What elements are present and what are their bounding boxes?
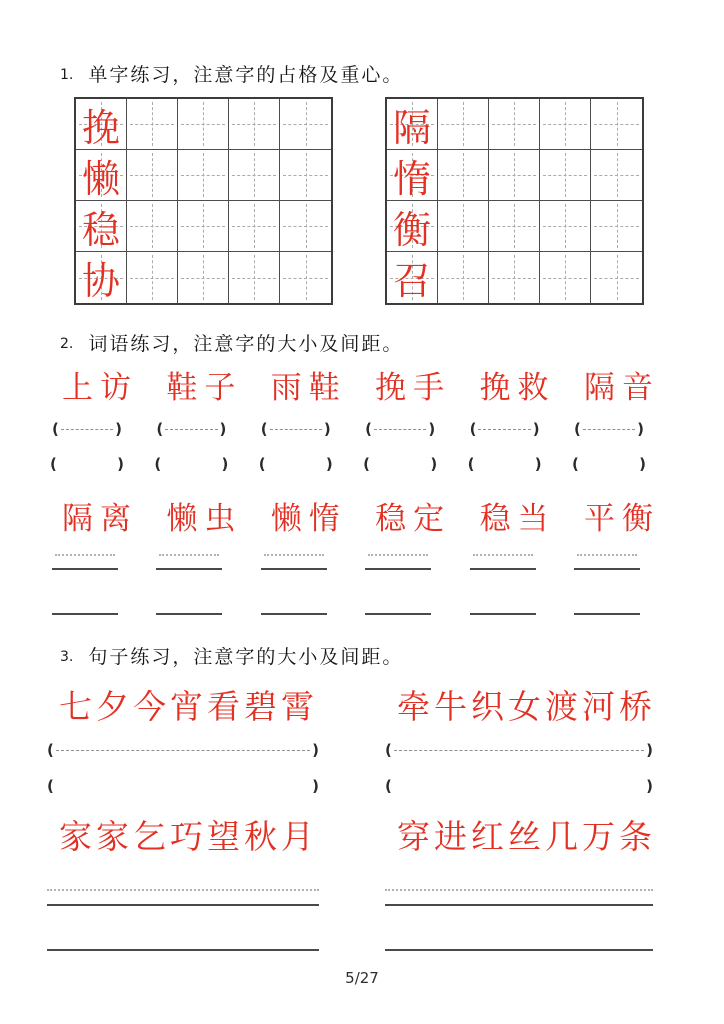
grid-cell bbox=[591, 252, 642, 303]
grid-cell bbox=[178, 150, 229, 201]
practice-word: 隔音 bbox=[583, 370, 660, 405]
dashed-answer-blank bbox=[574, 420, 644, 438]
writing-line bbox=[47, 904, 319, 906]
grid-cell bbox=[540, 99, 591, 150]
grid-cell bbox=[438, 201, 489, 252]
dashed-line bbox=[583, 429, 635, 430]
writing-line bbox=[470, 568, 536, 570]
sentence-column bbox=[47, 815, 319, 951]
grid-cell bbox=[229, 252, 280, 303]
writing-line bbox=[52, 613, 118, 615]
practice-sentence: 牵牛织女渡河桥 bbox=[397, 690, 656, 726]
word-column bbox=[363, 366, 463, 473]
paren-close: ) bbox=[323, 420, 331, 438]
paren-open: ( bbox=[258, 455, 266, 473]
paren-close: ) bbox=[312, 741, 319, 759]
dashed-answer-blank bbox=[261, 420, 331, 438]
paren-close: ) bbox=[428, 420, 436, 438]
empty-answer-blank bbox=[468, 455, 542, 473]
grid-cell bbox=[76, 252, 127, 303]
practice-char: 隔 bbox=[392, 107, 431, 150]
paren-open: ( bbox=[156, 420, 164, 438]
practice-word: 平衡 bbox=[583, 501, 660, 536]
practice-word: 懒虫 bbox=[166, 501, 243, 536]
empty-answer-blank bbox=[572, 455, 646, 473]
word-column bbox=[154, 366, 254, 473]
empty-answer-blank bbox=[154, 455, 228, 473]
grid-cell bbox=[591, 150, 642, 201]
writing-line bbox=[156, 613, 222, 615]
paren-close: ) bbox=[117, 455, 124, 473]
grid-cell bbox=[127, 150, 178, 201]
word-column bbox=[572, 366, 672, 473]
grid-cell bbox=[438, 150, 489, 201]
grid-cell bbox=[540, 150, 591, 201]
dashed-answer-blank bbox=[470, 420, 540, 438]
practice-word: 稳当 bbox=[479, 501, 556, 536]
grid-cell bbox=[387, 99, 438, 150]
paren-open: ( bbox=[47, 741, 54, 759]
dashed-answer-blank bbox=[52, 420, 122, 438]
paren-close: ) bbox=[532, 420, 540, 438]
writing-line bbox=[52, 568, 118, 570]
grid-cell bbox=[489, 252, 540, 303]
paren-open: ( bbox=[467, 455, 475, 473]
sentence-column bbox=[47, 685, 319, 795]
grid-cell bbox=[280, 150, 331, 201]
paren-open: ( bbox=[50, 455, 57, 473]
grid-cell bbox=[540, 252, 591, 303]
section2-title: 词语练习，注意字的大小及间距。 bbox=[88, 334, 404, 355]
practice-word: 鞋子 bbox=[166, 370, 243, 405]
word-row-2 bbox=[50, 497, 672, 615]
grid-cell bbox=[387, 252, 438, 303]
practice-char: 挽 bbox=[81, 107, 120, 150]
grid-cell bbox=[387, 150, 438, 201]
dotted-guide-line bbox=[368, 554, 428, 556]
sentence-row-2 bbox=[47, 815, 656, 951]
writing-line bbox=[47, 949, 319, 951]
page-number: 5/27 bbox=[345, 969, 379, 987]
writing-line bbox=[385, 904, 653, 906]
empty-answer-blank bbox=[259, 455, 333, 473]
dotted-guide-line bbox=[47, 889, 319, 891]
dashed-answer-blank bbox=[156, 420, 226, 438]
practice-char: 衡 bbox=[392, 209, 431, 252]
paren-close: ) bbox=[534, 455, 542, 473]
writing-line bbox=[156, 568, 222, 570]
word-column bbox=[259, 497, 359, 615]
dashed-answer-blank bbox=[47, 741, 319, 759]
word-column bbox=[363, 497, 463, 615]
section3-title: 句子练习，注意字的大小及间距。 bbox=[88, 647, 404, 668]
grid-cell bbox=[489, 150, 540, 201]
paren-open: ( bbox=[363, 455, 371, 473]
dashed-line bbox=[270, 429, 322, 430]
grid-cell bbox=[127, 252, 178, 303]
grid-cell bbox=[76, 99, 127, 150]
grid-cell bbox=[489, 99, 540, 150]
section1-heading bbox=[60, 60, 403, 87]
practice-word: 稳定 bbox=[375, 501, 452, 536]
grid-cell bbox=[76, 150, 127, 201]
dotted-guide-line bbox=[55, 554, 115, 556]
grid-cell bbox=[280, 252, 331, 303]
grid-cell bbox=[229, 99, 280, 150]
grid-cell bbox=[76, 201, 127, 252]
section2-number: 2. bbox=[60, 336, 74, 352]
practice-sentence: 穿进红丝几万条 bbox=[397, 820, 656, 856]
practice-word: 懒惰 bbox=[270, 501, 347, 536]
word-column bbox=[50, 497, 150, 615]
section2-heading bbox=[60, 329, 403, 356]
practice-word: 雨鞋 bbox=[270, 370, 347, 405]
paren-open: ( bbox=[52, 420, 59, 438]
writing-line bbox=[574, 613, 640, 615]
paren-open: ( bbox=[365, 420, 373, 438]
practice-word: 隔离 bbox=[62, 501, 138, 536]
grid-cell bbox=[229, 201, 280, 252]
empty-answer-blank bbox=[50, 455, 124, 473]
practice-word: 挽救 bbox=[479, 370, 556, 405]
grid-cell bbox=[229, 150, 280, 201]
paren-open: ( bbox=[385, 741, 392, 759]
writing-line bbox=[365, 568, 431, 570]
section1-number: 1. bbox=[60, 67, 74, 83]
empty-answer-blank bbox=[363, 455, 437, 473]
dashed-line bbox=[61, 429, 113, 430]
paren-open: ( bbox=[385, 777, 392, 795]
grid-cell bbox=[438, 252, 489, 303]
grid-cell bbox=[489, 201, 540, 252]
practice-sentence: 家家乞巧望秋月 bbox=[59, 820, 318, 856]
grid-cell bbox=[540, 201, 591, 252]
paren-close: ) bbox=[325, 455, 333, 473]
practice-char: 稳 bbox=[81, 209, 120, 252]
writing-line bbox=[261, 613, 327, 615]
dotted-guide-line bbox=[264, 554, 324, 556]
grid-cell bbox=[127, 201, 178, 252]
paren-close: ) bbox=[646, 741, 653, 759]
writing-line bbox=[365, 613, 431, 615]
grid-cell bbox=[280, 201, 331, 252]
sentence-column bbox=[385, 815, 656, 951]
paren-close: ) bbox=[312, 777, 319, 795]
char-grid-right bbox=[385, 97, 644, 305]
practice-char: 懒 bbox=[81, 158, 120, 201]
dotted-guide-line bbox=[577, 554, 637, 556]
paren-close: ) bbox=[221, 455, 229, 473]
practice-word: 挽手 bbox=[375, 370, 452, 405]
grid-cell bbox=[591, 201, 642, 252]
paren-open: ( bbox=[260, 420, 268, 438]
dashed-answer-blank bbox=[385, 741, 653, 759]
paren-open: ( bbox=[571, 455, 579, 473]
sentence-row-1 bbox=[47, 685, 656, 795]
dashed-line bbox=[478, 429, 530, 430]
writing-line bbox=[470, 613, 536, 615]
grid-cell bbox=[178, 99, 229, 150]
section1-title: 单字练习，注意字的占格及重心。 bbox=[88, 65, 404, 86]
grid-cell bbox=[178, 252, 229, 303]
char-grid-left bbox=[74, 97, 333, 305]
dotted-guide-line bbox=[473, 554, 533, 556]
word-column bbox=[154, 497, 254, 615]
word-column bbox=[468, 366, 568, 473]
dotted-guide-line bbox=[159, 554, 219, 556]
dashed-line bbox=[374, 429, 426, 430]
word-column bbox=[50, 366, 150, 473]
sentence-column bbox=[385, 685, 656, 795]
paren-close: ) bbox=[637, 420, 644, 438]
paren-close: ) bbox=[646, 777, 653, 795]
paren-close: ) bbox=[430, 455, 438, 473]
section3-heading bbox=[60, 642, 403, 669]
writing-line bbox=[385, 949, 653, 951]
empty-answer-blank bbox=[47, 777, 319, 795]
paren-open: ( bbox=[154, 455, 162, 473]
writing-line bbox=[574, 568, 640, 570]
grid-cell bbox=[127, 99, 178, 150]
writing-line bbox=[261, 568, 327, 570]
paren-close: ) bbox=[639, 455, 646, 473]
grid-cell bbox=[387, 201, 438, 252]
practice-char: 协 bbox=[81, 261, 120, 303]
paren-open: ( bbox=[47, 777, 54, 795]
word-column bbox=[572, 497, 672, 615]
paren-close: ) bbox=[115, 420, 122, 438]
dashed-answer-blank bbox=[365, 420, 435, 438]
paren-open: ( bbox=[469, 420, 477, 438]
practice-word: 上访 bbox=[62, 370, 138, 405]
word-column bbox=[468, 497, 568, 615]
dashed-line bbox=[394, 750, 644, 751]
grid-cell bbox=[438, 99, 489, 150]
dashed-line bbox=[56, 750, 310, 751]
section3-number: 3. bbox=[60, 649, 74, 665]
empty-answer-blank bbox=[385, 777, 653, 795]
practice-sentence: 七夕今宵看碧霄 bbox=[59, 690, 318, 726]
practice-char: 惰 bbox=[392, 158, 431, 201]
grid-cell bbox=[178, 201, 229, 252]
paren-open: ( bbox=[573, 420, 581, 438]
practice-char: 召 bbox=[392, 261, 431, 303]
grid-cell bbox=[591, 99, 642, 150]
dashed-line bbox=[165, 429, 217, 430]
word-column bbox=[259, 366, 359, 473]
word-row-1 bbox=[50, 366, 672, 473]
dotted-guide-line bbox=[385, 889, 653, 891]
paren-close: ) bbox=[219, 420, 227, 438]
grid-cell bbox=[280, 99, 331, 150]
